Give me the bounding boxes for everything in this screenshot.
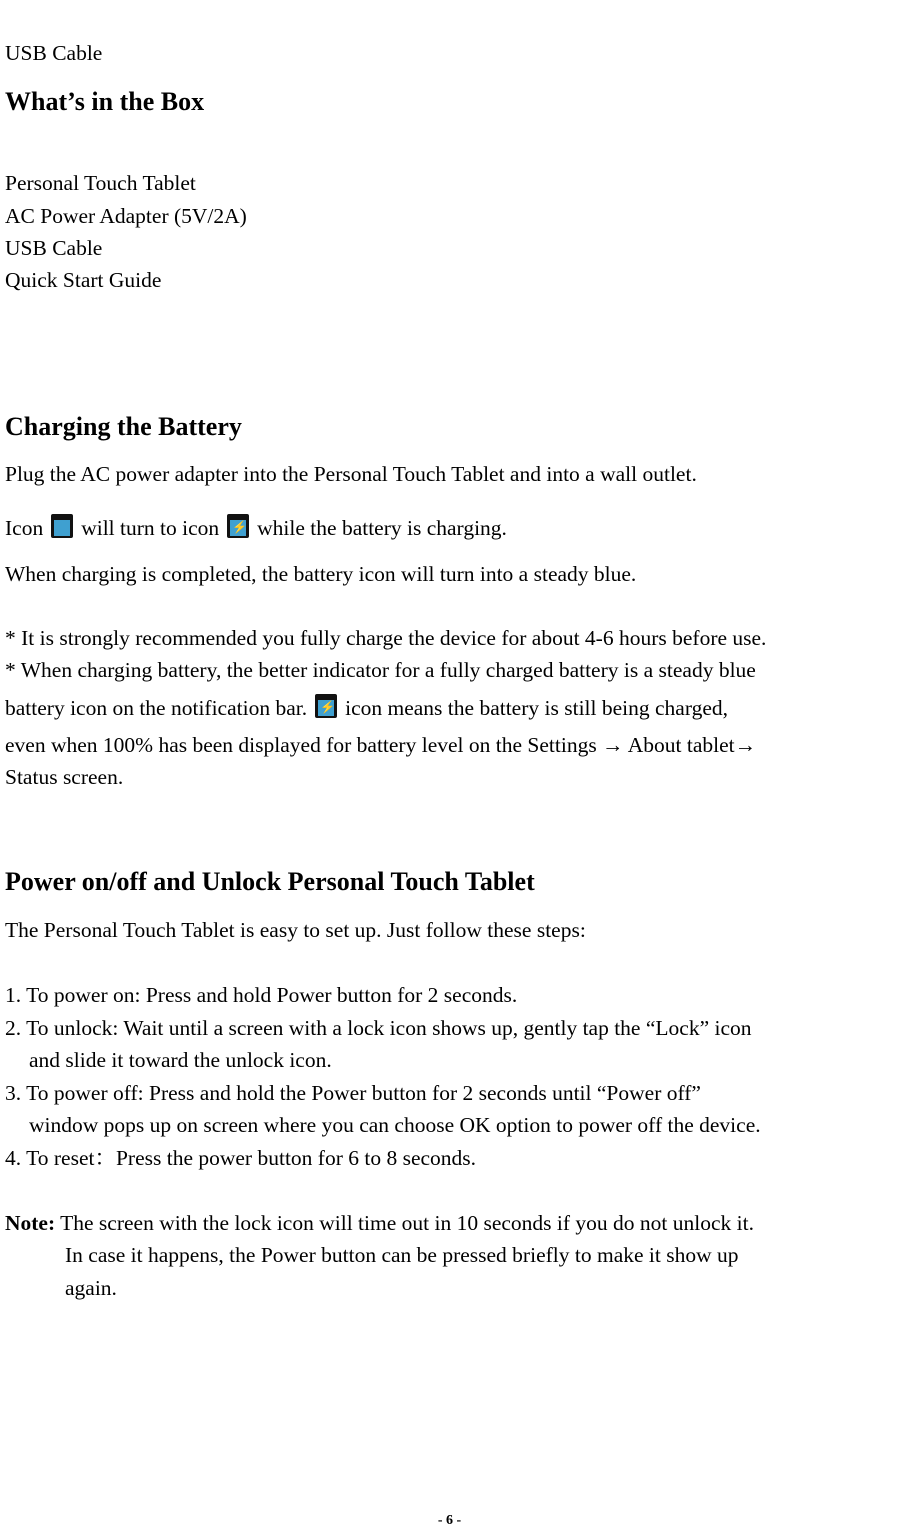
text-line: When charging is completed, the battery icon will turn into a steady blue. bbox=[5, 562, 637, 586]
note-label: Note: bbox=[5, 1211, 56, 1235]
battery-charging-icon bbox=[315, 694, 337, 718]
step: and slide it toward the unlock icon. bbox=[29, 1048, 332, 1072]
note-line bbox=[5, 1210, 754, 1236]
text: while the battery is charging. bbox=[257, 516, 507, 540]
text-line: even when 100% has been displayed for battery level on the Settings → About tablet→ bbox=[5, 733, 757, 757]
text-line: USB Cable bbox=[5, 41, 103, 65]
text: will turn to icon bbox=[81, 516, 220, 540]
heading-whats-in-box: What’s in the Box bbox=[5, 87, 205, 116]
text-line bbox=[5, 694, 728, 721]
step: 1. To power on: Press and hold Power button for 2 seconds. bbox=[5, 983, 518, 1007]
step: 2. To unlock: Wait until a screen with a lock icon shows up, gently tap the “Lock” icon bbox=[5, 1016, 752, 1040]
battery-charging-icon bbox=[227, 514, 249, 538]
text: icon means the battery is still being charged, bbox=[345, 696, 729, 720]
page-number: - 6 - bbox=[437, 1513, 462, 1528]
text-line bbox=[5, 514, 507, 541]
text-line: * When charging battery, the better indicator for a fully charged battery is a steady blue bbox=[5, 658, 756, 682]
text: Icon bbox=[5, 516, 44, 540]
text-line: Status screen. bbox=[5, 765, 124, 789]
note-line: again. bbox=[65, 1276, 117, 1300]
text: battery icon on the notification bar. bbox=[5, 696, 308, 720]
text: The screen with the lock icon will time out in 10 seconds if you do not unlock it. bbox=[55, 1211, 754, 1235]
box-item: Quick Start Guide bbox=[5, 268, 162, 292]
step: window pops up on screen where you can choose OK option to power off the device. bbox=[29, 1113, 761, 1137]
text-line: Plug the AC power adapter into the Personal Touch Tablet and into a wall outlet. bbox=[5, 462, 697, 486]
box-item: Personal Touch Tablet bbox=[5, 171, 196, 195]
note-line: In case it happens, the Power button can be pressed briefly to make it show up bbox=[65, 1243, 739, 1267]
step: 4. To reset：Press the power button for 6 to 8 seconds. bbox=[5, 1146, 477, 1170]
battery-full-icon bbox=[51, 514, 73, 538]
step: 3. To power off: Press and hold the Power button for 2 seconds until “Power off” bbox=[5, 1081, 701, 1105]
text-line: * It is strongly recommended you fully charge the device for about 4-6 hours before use. bbox=[5, 626, 767, 650]
box-item: AC Power Adapter (5V/2A) bbox=[5, 204, 247, 228]
heading-power: Power on/off and Unlock Personal Touch Tablet bbox=[5, 867, 535, 896]
heading-charging: Charging the Battery bbox=[5, 412, 242, 441]
text-line: The Personal Touch Tablet is easy to set up. Just follow these steps: bbox=[5, 918, 586, 942]
box-item: USB Cable bbox=[5, 236, 103, 260]
